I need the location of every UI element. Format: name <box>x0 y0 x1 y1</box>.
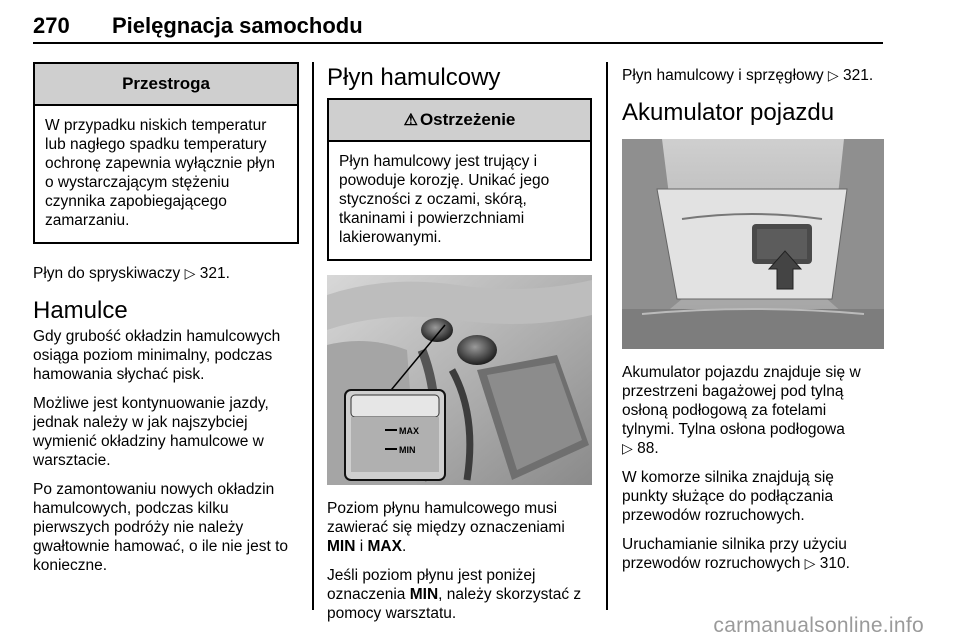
section-heading-battery: Akumulator pojazdu <box>622 99 835 126</box>
watermark: carmanualsonline.info <box>713 614 924 637</box>
column-divider <box>606 62 608 610</box>
text-line: Możliwe jest kontynuowanie jazdy, <box>33 395 269 412</box>
paragraph <box>33 327 299 384</box>
min-mark: MIN <box>409 586 439 603</box>
text-line: tkaninami i powierzchniami <box>339 210 525 227</box>
text-line: o wystarczającym stężeniu <box>45 174 230 191</box>
text-fragment: . <box>401 538 407 555</box>
page-link[interactable]: 88. <box>637 440 659 457</box>
text-line: osiąga poziom minimalny, podczas <box>33 347 273 364</box>
text-line: ochronę zapewnia wyłącznie płyn <box>45 155 276 172</box>
section-heading-brakes: Hamulce <box>33 297 128 324</box>
triangle-right-outline-icon: ▷ <box>804 555 816 571</box>
paragraph <box>622 363 884 458</box>
paragraph <box>33 480 299 575</box>
triangle-right-outline-icon: ▷ <box>184 265 196 281</box>
triangle-right-outline-icon: ▷ <box>827 67 839 83</box>
text-line: lub nagłego spadku temperatury <box>45 136 267 153</box>
section-heading-brake-fluid: Płyn hamulcowy <box>327 64 501 91</box>
text-line: Uruchamianie silnika przy użyciu <box>622 536 847 553</box>
text-line: Po zamontowaniu nowych okładzin <box>33 481 275 498</box>
warning-box <box>327 98 592 261</box>
caution-box <box>33 62 299 244</box>
text-line: czynnika zapobiegającego <box>45 193 227 210</box>
text-line: Jeśli poziom płynu jest poniżej <box>327 567 536 584</box>
paragraph <box>327 566 592 623</box>
column-left <box>33 62 299 575</box>
text-line: W przypadku niskich temperatur <box>45 117 267 134</box>
text-line: wymienić okładziny hamulcowe w <box>33 433 264 450</box>
paragraph <box>33 394 299 470</box>
paragraph <box>622 535 884 573</box>
warning-text <box>329 142 590 259</box>
page-link[interactable]: 321. <box>199 265 230 282</box>
text-fragment: , należy skorzystać z <box>438 586 582 603</box>
warning-title: Ostrzeżenie <box>419 110 516 129</box>
text-line: Płyn hamulcowy jest trujący i <box>339 153 538 170</box>
max-mark: MAX <box>367 538 402 555</box>
text-line: Gdy grubość okładzin hamulcowych <box>33 328 281 345</box>
column-right <box>622 62 884 573</box>
column-middle <box>327 62 592 623</box>
text-line: Poziom płynu hamulcowego musi <box>327 500 558 517</box>
page-link[interactable]: 310. <box>819 555 850 572</box>
clutch-fluid-reference <box>622 66 884 85</box>
reference-text: Płyn hamulcowy i sprzęgłowy <box>622 67 824 84</box>
text-line: lakierowanymi. <box>339 229 442 246</box>
text-line: powoduje korozję. Unikać jego <box>339 172 550 189</box>
max-label: MAX <box>399 426 419 436</box>
text-line: zawierać się między oznaczeniami <box>327 519 565 536</box>
text-line: Akumulator pojazdu znajduje się w <box>622 364 861 381</box>
text-line: styczności z oczami, skórą, <box>339 191 527 208</box>
column-divider <box>312 62 314 610</box>
min-mark: MIN <box>327 538 356 555</box>
text-fragment: oznaczenia <box>327 586 410 603</box>
text-line: warsztacie. <box>33 452 111 469</box>
paragraph <box>622 468 884 525</box>
text-line: hamulcowych, podczas kilku <box>33 500 229 517</box>
battery-location-image <box>622 139 884 349</box>
washer-fluid-reference <box>33 264 299 283</box>
text-line: W komorze silnika znajdują się <box>622 469 834 486</box>
paragraph <box>327 499 592 556</box>
text-line: konieczne. <box>33 557 108 574</box>
caution-title: Przestroga <box>35 64 297 106</box>
text-fragment: i <box>355 538 368 555</box>
text-line: przestrzeni bagażowej pod tylną <box>622 383 844 400</box>
text-line: pomocy warsztatu. <box>327 605 457 622</box>
page-link[interactable]: 321. <box>842 67 874 84</box>
triangle-right-outline-icon: ▷ <box>622 440 633 456</box>
text-line: pierwszych podróży nie należy <box>33 519 244 536</box>
warning-triangle-icon: ⚠ <box>403 112 418 129</box>
brake-fluid-reservoir-image <box>327 275 592 485</box>
text-fragment: przewodów rozruchowych <box>622 555 801 572</box>
text-line: gwałtownie hamować, o ile nie jest to <box>33 538 289 555</box>
page-header <box>33 10 883 44</box>
text-line: przewodów rozruchowych. <box>622 507 805 524</box>
warning-header <box>329 100 590 142</box>
text-line: hamowania słychać pisk. <box>33 366 205 383</box>
caution-text <box>35 106 297 242</box>
page-number: 270 <box>33 13 70 38</box>
min-label: MIN <box>399 445 416 455</box>
text-line: zamarzaniu. <box>45 212 130 229</box>
text-line: punkty służące do podłączania <box>622 488 834 505</box>
chapter-title: Pielęgnacja samochodu <box>112 13 363 38</box>
text-line: tylnymi. Tylna osłona podłogowa <box>622 421 845 438</box>
text-line: osłoną podłogową za fotelami <box>622 402 827 419</box>
reference-text: Płyn do spryskiwaczy <box>33 265 181 282</box>
text-line: jednak należy w jak najszybciej <box>33 414 248 431</box>
